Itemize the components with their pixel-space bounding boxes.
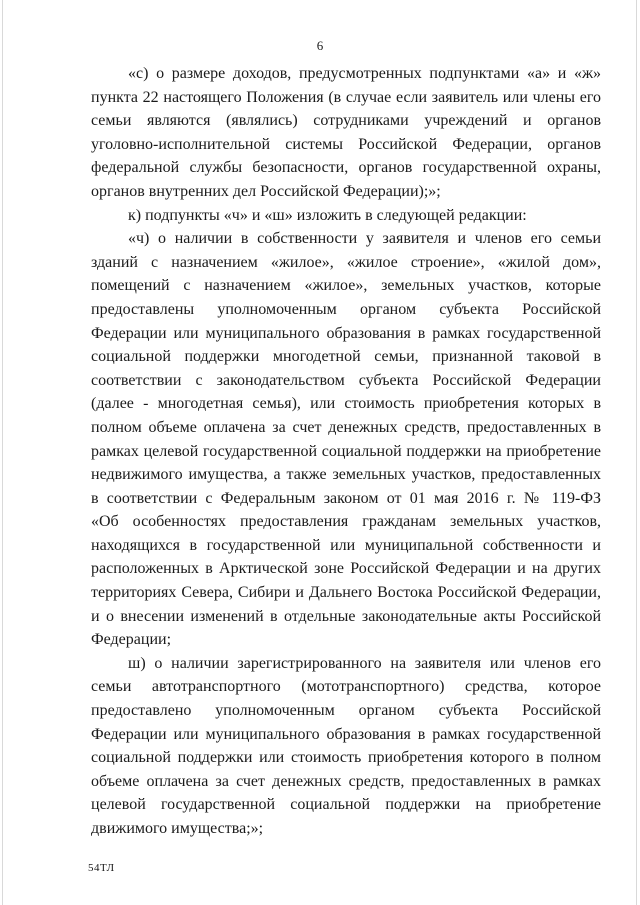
text-line: уголовно-исполнительной системы Российской Федерации, органов xyxy=(91,135,601,153)
text-line: ш) о наличии зарегистрированного на заявителя или членов его xyxy=(128,654,601,672)
text-line: «ч) о наличии в собственности у заявителя и членов его семьи xyxy=(128,230,601,248)
paragraph-c xyxy=(91,62,601,204)
footer-document-code: 54ТЛ xyxy=(88,862,115,874)
text-line: недвижимого имущества, а также земельных участков, предоставленных xyxy=(91,466,601,484)
text-line: находящихся в государственной или муниципальной собственности и xyxy=(91,536,601,554)
text-line: территориях Севера, Сибири и Дальнего Востока Российской Федерации, xyxy=(91,584,601,602)
text-line: и о внесении изменений в отдельные законодательные акты Российской xyxy=(91,607,601,625)
text-line: полном объеме оплачена за счет денежных средств, предоставленных в xyxy=(91,418,601,436)
text-line: в соответствии с Федеральным законом от 01 мая 2016 г. № 119-ФЗ xyxy=(91,489,601,507)
text-line: Федерации; xyxy=(91,631,172,649)
text-line: предоставлены уполномоченным органом субъекта Российской xyxy=(91,300,601,318)
text-line: объеме оплачена за счет денежных средств, предоставленных в рамках xyxy=(91,772,601,790)
scan-edge-right xyxy=(636,0,637,905)
text-line: предоставлено уполномоченным органом субъекта Российской xyxy=(91,702,601,720)
text-line: социальной поддержки или стоимость приобретения которого в полном xyxy=(91,749,601,767)
text-line: к) подпункты «ч» и «ш» изложить в следующей редакции: xyxy=(128,206,527,224)
text-line: семьи являются (являлись) сотрудниками учреждений и органов xyxy=(91,112,601,130)
text-line: движимого имущества;»; xyxy=(91,820,264,837)
text-line: (далее - многодетная семья), или стоимость приобретения которых в xyxy=(91,395,601,413)
text-line: семьи автотранспортного (мототранспортного) средства, которое xyxy=(91,678,601,696)
text-line: зданий с назначением «жилое», «жилое строение», «жилой дом», xyxy=(91,253,601,271)
text-line: соответствии с законодательством субъекта Российской Федерации xyxy=(91,371,601,389)
text-line: органов внутренних дел Российской Федерации);»; xyxy=(91,182,441,200)
text-line: пункта 22 настоящего Положения (в случае если заявитель или члены его xyxy=(91,88,601,106)
text-line: федеральной службы безопасности, органов государственной охраны, xyxy=(91,159,601,177)
paragraph-sh xyxy=(91,652,601,841)
scan-edge-left xyxy=(2,0,3,905)
text-line: Федерации или муниципального образования в рамках государственной xyxy=(91,324,601,342)
text-line: целевой государственной социальной поддержки на приобретение xyxy=(91,796,601,814)
text-line: «с) о размере доходов, предусмотренных подпунктами «а» и «ж» xyxy=(128,65,601,82)
paragraph-k xyxy=(91,204,601,228)
text-line: «Об особенностях предоставления гражданам земельных участков, xyxy=(91,513,601,531)
text-line: социальной поддержки многодетной семьи, признанной таковой в xyxy=(91,348,601,366)
document-body xyxy=(91,62,601,841)
text-line: Федерации или муниципального образования в рамках государственной xyxy=(91,725,601,743)
paragraph-ch xyxy=(91,227,601,652)
text-line: расположенных в Арктической зоне Российской Федерации и на других xyxy=(91,560,601,578)
text-line: рамках целевой государственной социальной поддержки на приобретение xyxy=(91,442,601,460)
text-line: помещений с назначением «жилое», земельных участков, которые xyxy=(91,277,601,295)
page-number: 6 xyxy=(316,38,324,53)
